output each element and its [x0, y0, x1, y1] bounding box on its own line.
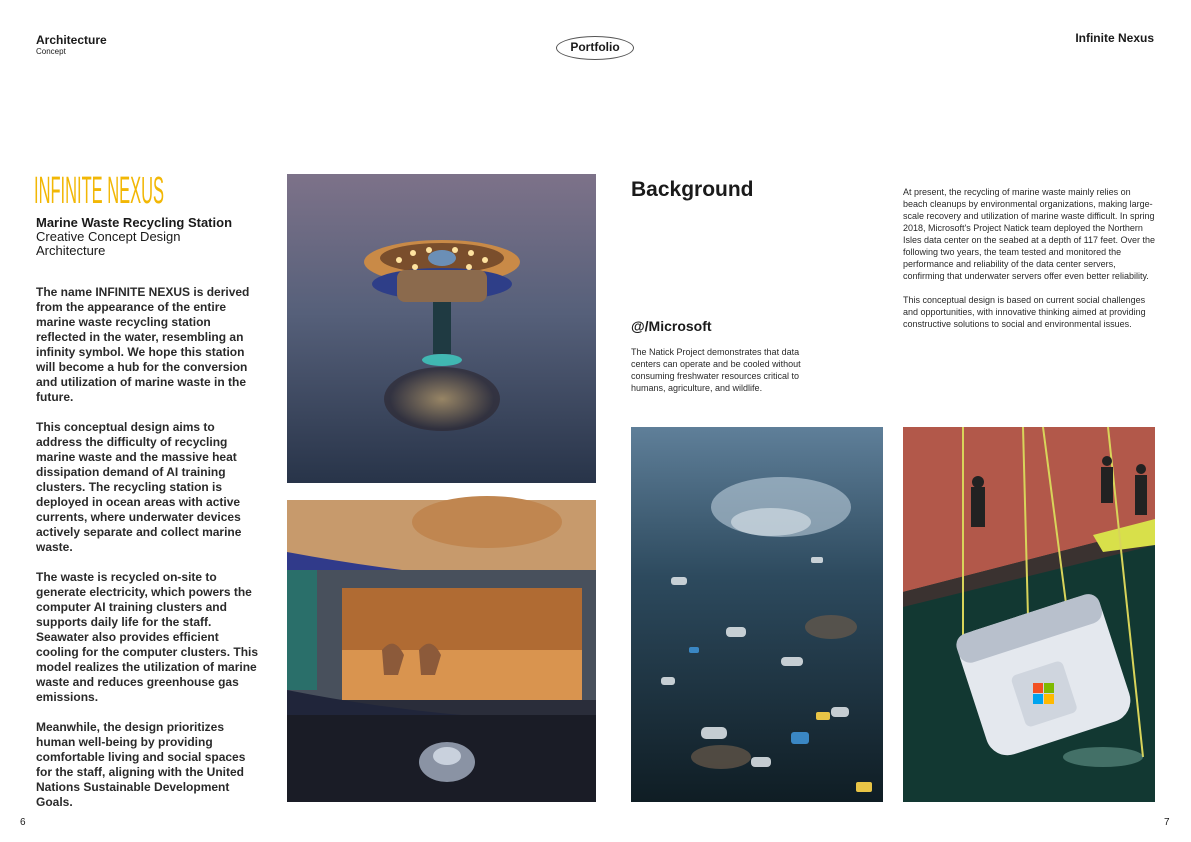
project-name: Infinite Nexus [1075, 31, 1154, 45]
project-subtitle [36, 216, 232, 258]
microsoft-caption: The Natick Project demonstrates that data centers can operate and be cooled without consuming freshwater resources critical to humans, agriculture, and wildlife. [631, 347, 801, 393]
intro-text [36, 285, 264, 825]
subtitle-line-2: Creative Concept Design [36, 229, 181, 244]
background-paragraph: At present, the recycling of marine waste mainly relies on beach cleanups by environmental organizations, making large-scale recovery and utilization of marine waste difficult. In spring 2018, Microsoft's Project Natick team deployed the Northern Isles data center on the seabed at a depth of 117 feet. Over the following two years, the team tested and monitored the performance and reliability of the data center servers, confirming that underwater servers offer even better reliability. [903, 187, 1156, 281]
portfolio-badge: Portfolio [556, 36, 634, 60]
interior-render-image [287, 500, 596, 802]
section-subtitle: Concept [36, 47, 66, 56]
background-text [903, 186, 1155, 342]
intro-paragraph: Meanwhile, the design prioritizes human well-being by providing comfortable living and social spaces for the staff, aligning with the United Nations Sustainable Development Goals. [36, 720, 246, 809]
page-number-right: 7 [1164, 817, 1170, 828]
microsoft-heading: @/Microsoft [631, 318, 712, 334]
section-header [36, 33, 107, 57]
datacenter-capsule-photo [903, 427, 1155, 802]
brand-title-text: INFINITE NEXUS [34, 170, 164, 212]
station-render-image [287, 174, 596, 483]
background-paragraph: This conceptual design is based on current social challenges and opportunities, with innovative thinking aimed at providing constructive solutions to social and environmental issues. [903, 295, 1146, 329]
subtitle-line-3: Architecture [36, 243, 106, 258]
page-number-left: 6 [20, 817, 26, 828]
intro-paragraph: This conceptual design aims to address the difficulty of recycling marine waste and the massive heat dissipation demand of AI training clusters. The recycling station is deployed in ocean areas with active currents, where underwater devices actively separate and collect marine waste. [36, 420, 242, 554]
subtitle-line-1: Marine Waste Recycling Station [36, 215, 233, 230]
section-title: Architecture [36, 33, 107, 47]
brand-title [34, 170, 254, 212]
background-heading: Background [631, 178, 754, 201]
intro-paragraph: The name INFINITE NEXUS is derived from the appearance of the entire marine waste recycling station reflected in the water, resembling an infinity symbol. We hope this station will become a hub for the conversion and utilization of marine waste in the future. [36, 285, 250, 404]
ocean-waste-photo [631, 427, 883, 802]
intro-paragraph: The waste is recycled on-site to generate electricity, which powers the computer AI training clusters and supports daily life for the staff. Seawater also provides efficient cooling for the computer clusters. This model realizes the utilization of marine waste and reduces greenhouse gas emissions. [36, 570, 259, 704]
